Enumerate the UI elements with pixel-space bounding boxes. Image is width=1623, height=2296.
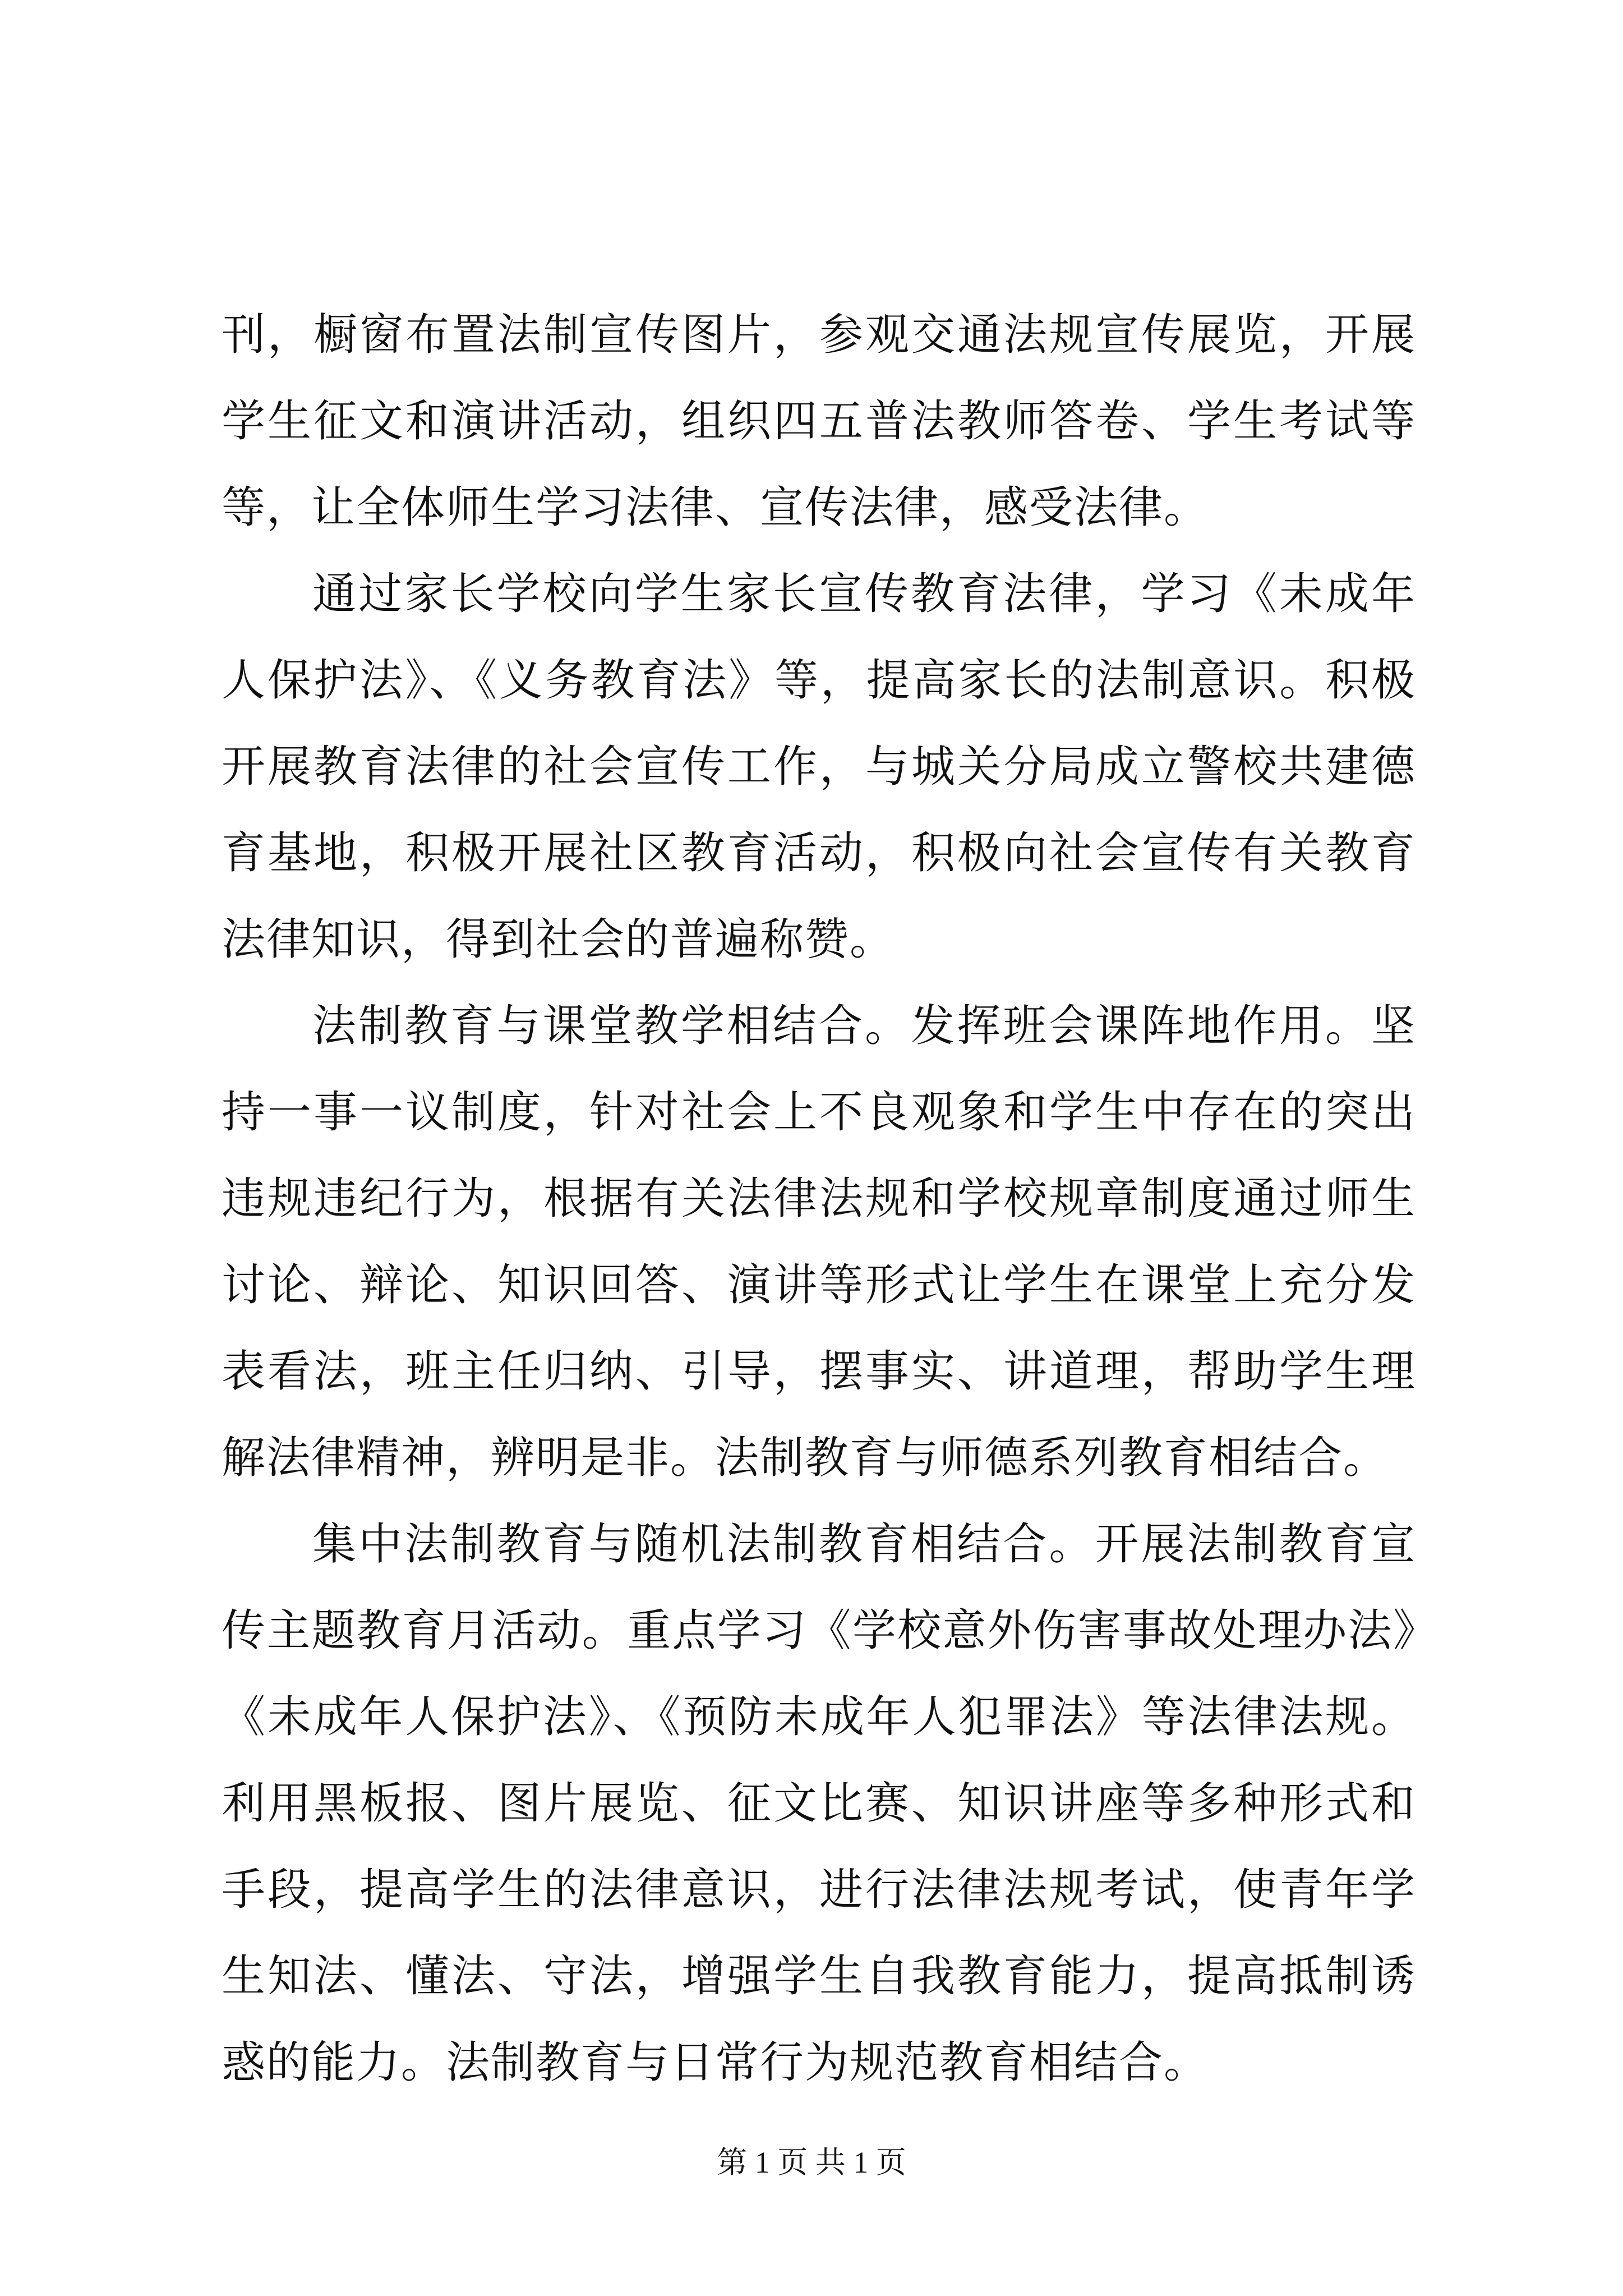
document-body: [222, 292, 1416, 2106]
paragraph-3: 法制教育与课堂教学相结合。发挥班会课阵地作用。坚持一事一议制度，针对社会上不良观象和学生中存在的突出违规违纪行为，根据有关法律法规和学校规章制度通过师生讨论、辩论、知识回答、演讲等形式让学生在课堂上充分发表看法，班主任归纳、引导，摆事实、讲道理，帮助学生理解法律精神，辨明是非。法制教育与师德系列教育相结合。: [222, 1001, 1416, 1483]
paragraph-1: 刊，橱窗布置法制宣传图片，参观交通法规宣传展览，开展学生征文和演讲活动，组织四五普法教师答卷、学生考试等等，让全体师生学习法律、宣传法律，感受法律。: [222, 310, 1416, 533]
page-footer: 第 1 页 共 1 页: [717, 2146, 906, 2179]
paragraph-4: 集中法制教育与随机法制教育相结合。开展法制教育宣传主题教育月活动。重点学习《学校意外伤害事故处理办法》《未成年人保护法》、《预防未成年人犯罪法》等法律法规。利用黑板报、图片展览、征文比赛、知识讲座等多种形式和手段，提高学生的法律意识，进行法律法规考试，使青年学生知法、懂法、守法，增强学生自我教育能力，提高抵制诱惑的能力。法制教育与日常行为规范教育相结合。: [222, 1519, 1416, 2088]
paragraph-2: 通过家长学校向学生家长宣传教育法律，学习《未成年人保护法》、《义务教育法》等，提高家长的法制意识。积极开展教育法律的社会宣传工作，与城关分局成立警校共建德育基地，积极开展社区教育活动，积极向社会宣传有关教育法律知识，得到社会的普遍称赞。: [222, 569, 1416, 965]
